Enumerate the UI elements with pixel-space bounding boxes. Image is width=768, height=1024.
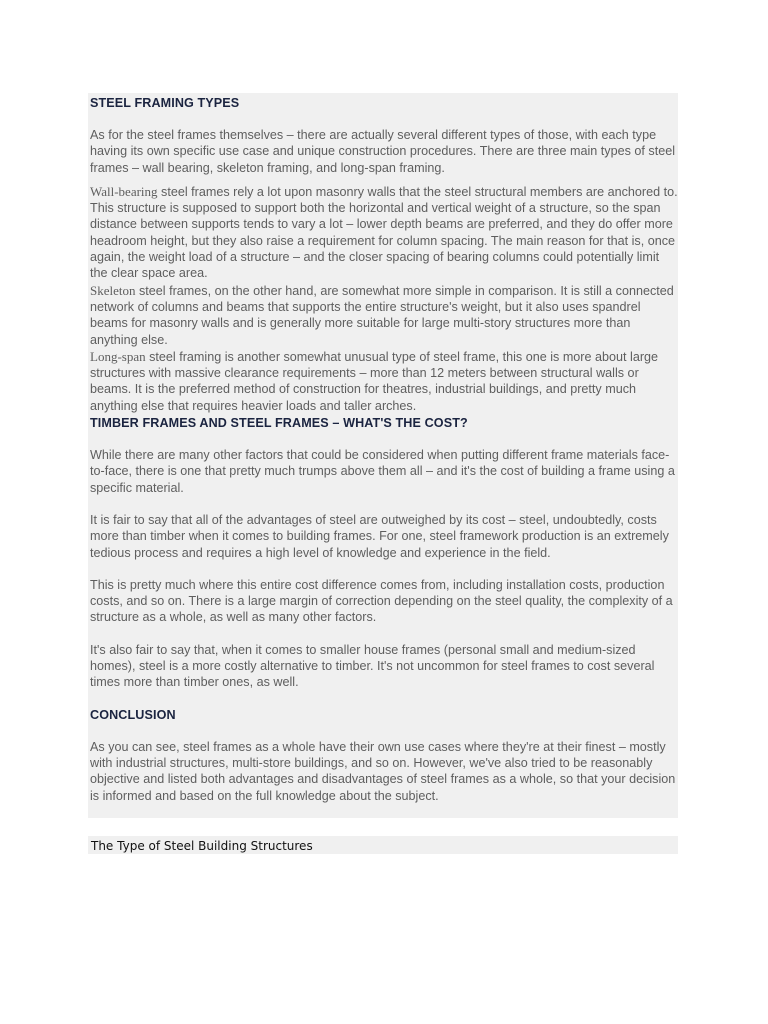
paragraph-cost-3: This is pretty much where this entire cost difference comes from, including installation costs, production costs, and so on. There is a large margin of correction depending on the steel quality, the complexity of a structure as a whole, as well as many other factors. bbox=[90, 577, 673, 625]
section-heading-steel-framing-types: STEEL FRAMING TYPES bbox=[90, 96, 240, 110]
long-span-text: steel framing is another somewhat unusual type of steel frame, this one is more about large structures with massive clearance requirements – more than 12 meters between structural walls or beams. It is the preferred method of construction for theatres, industrial buildings, and pretty much anything else that requires heavier loads and taller arches. bbox=[90, 349, 659, 413]
skeleton-text: steel frames, on the other hand, are somewhat more simple in comparison. It is still a connected network of columns and beams that supports the entire structure's weight, but it also uses spandrel beams for masonry walls and is generally more suitable for large multi-story structures more than anything else. bbox=[90, 283, 674, 347]
article-body bbox=[90, 93, 680, 804]
section-heading-conclusion: CONCLUSION bbox=[90, 707, 176, 722]
paragraph-cost-1: While there are many other factors that could be considered when putting different frame materials face-to-face, there is one that pretty much trumps above them all – and it's the cost of building a frame using a specific material. bbox=[90, 448, 675, 495]
paragraph-cost-2: It is fair to say that all of the advantages of steel are outweighed by its cost – steel, undoubtedly, costs more than timber when it comes to building frames. For one, steel framework production is an extremely tedious process and requires a high level of knowledge and experience in the field. bbox=[90, 512, 669, 560]
paragraph-wall-bearing bbox=[90, 184, 680, 282]
footer-title: The Type of Steel Building Structures bbox=[91, 839, 313, 853]
term-wall-bearing: Wall-bearing bbox=[90, 183, 158, 199]
paragraph-skeleton bbox=[90, 283, 680, 348]
paragraph-conclusion: As you can see, steel frames as a whole have their own use cases where they're at their finest – mostly with industrial structures, multi-store buildings, and so on. However, we've also tried to be reasonably objective and listed both advantages and disadvantages of steel frames as a whole, so that your decision is informed and based on the full knowledge about the subject. bbox=[90, 739, 676, 803]
wall-bearing-text: steel frames rely a lot upon masonry walls that the steel structural members are anchored to. This structure is supposed to support both the horizontal and vertical weight of a structure, so the span distance between supports tends to vary a lot – lower depth beams are preferred, and they do offer more headroom height, but they also raise a requirement for column spacing. The main reason for that is, once again, the weight load of a structure – and the closer spacing of bearing columns could potentially limit the clear space area. bbox=[90, 184, 678, 281]
paragraph-cost-4: It's also fair to say that, when it comes to smaller house frames (personal small and medium-sized homes), steel is a more costly alternative to timber. It's not uncommon for steel frames to cost several times more than timber ones, as well. bbox=[90, 642, 655, 690]
term-skeleton: Skeleton bbox=[90, 282, 136, 298]
paragraph-long-span bbox=[90, 349, 680, 414]
paragraph-steel-types-intro: As for the steel frames themselves – there are actually several different types of those, with each type having its own specific use case and unique construction procedures. There are three main types of steel frames – wall bearing, skeleton framing, and long-span framing. bbox=[90, 128, 676, 175]
term-long-span: Long-span bbox=[90, 348, 146, 364]
section-heading-cost: TIMBER FRAMES AND STEEL FRAMES – WHAT'S THE COST? bbox=[90, 416, 468, 431]
